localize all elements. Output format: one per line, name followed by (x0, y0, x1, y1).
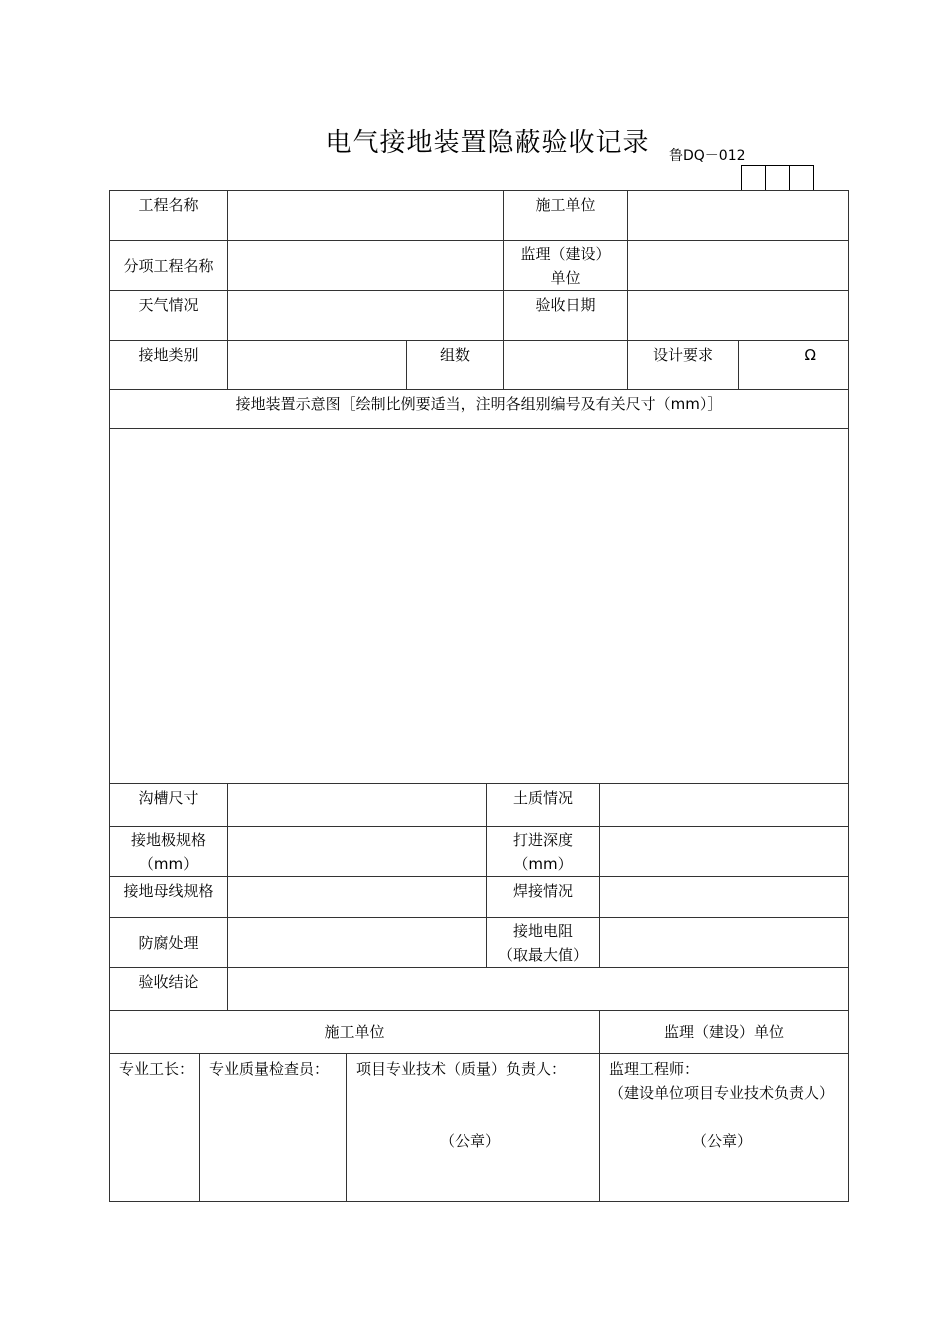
form-title: 电气接地装置隐蔽验收记录 (325, 128, 650, 158)
label-anticorrosion-text: 防腐处理 (138, 933, 199, 952)
label-resistance-l1: 接地电阻 (512, 922, 573, 940)
field-anticorrosion[interactable] (227, 917, 487, 968)
label-anticorrosion (109, 917, 228, 968)
field-resistance[interactable] (599, 917, 849, 968)
field-electrode-spec[interactable] (227, 826, 487, 877)
number-box-3[interactable] (789, 165, 814, 191)
label-welding: 焊接情况 (486, 876, 600, 918)
sig-construction-header (109, 1010, 600, 1054)
label-supervision-unit-l2: 单位 (550, 269, 581, 287)
label-drive-depth-l2: （mm） (513, 855, 573, 873)
label-conclusion: 验收结论 (109, 967, 228, 1011)
label-project-name: 工程名称 (109, 190, 228, 241)
label-design-requirement: 设计要求 (627, 340, 739, 390)
label-electrode-spec-l2: （mm） (138, 855, 199, 873)
field-design-requirement[interactable] (738, 340, 849, 390)
number-box-1[interactable] (741, 165, 766, 191)
field-trench-size[interactable] (227, 783, 487, 827)
number-box-2[interactable] (765, 165, 790, 191)
form-code: 鲁DQ－012 (669, 148, 746, 164)
ohm-unit: Ω (804, 346, 816, 364)
field-supervision-unit[interactable] (627, 240, 849, 291)
label-weather: 天气情况 (109, 290, 228, 341)
sig-foreman[interactable]: 专业工长： (109, 1053, 200, 1202)
label-construction-unit: 施工单位 (503, 190, 628, 241)
sig-supervising-engineer-label: 监理工程师： (609, 1060, 700, 1078)
seal-right: （公章） (692, 1132, 753, 1150)
label-supervision-unit (503, 240, 628, 291)
field-grounding-type[interactable] (227, 340, 407, 390)
label-drive-depth (486, 826, 600, 877)
sig-supervision-header-text: 监理（建设）单位 (663, 1023, 784, 1041)
label-group-count: 组数 (406, 340, 504, 390)
sig-quality-inspector[interactable]: 专业质量检查员： (199, 1053, 347, 1202)
label-electrode-spec (109, 826, 228, 877)
label-resistance (486, 917, 600, 968)
label-trench-size: 沟槽尺寸 (109, 783, 228, 827)
label-grounding-type: 接地类别 (109, 340, 228, 390)
label-resistance-l2: （取最大值） (497, 946, 588, 964)
seal-left: （公章） (440, 1132, 501, 1150)
label-soil-condition: 土质情况 (486, 783, 600, 827)
field-welding[interactable] (599, 876, 849, 918)
label-sub-project-text: 分项工程名称 (123, 256, 214, 275)
sig-owner-tech-lead-label: （建设单位项目专业技术负责人） (609, 1084, 835, 1102)
label-sub-project (109, 240, 228, 291)
diagram-area[interactable] (109, 428, 849, 784)
sig-supervising-engineer[interactable] (599, 1053, 849, 1202)
sig-supervision-header (599, 1010, 849, 1054)
diagram-header: 接地装置示意图［绘制比例要适当，注明各组别编号及有关尺寸（mm）］ (109, 389, 849, 429)
label-busbar-spec: 接地母线规格 (109, 876, 228, 918)
label-drive-depth-l1: 打进深度 (512, 831, 573, 849)
label-supervision-unit-l1: 监理（建设） (520, 245, 611, 263)
field-sub-project[interactable] (227, 240, 504, 291)
field-drive-depth[interactable] (599, 826, 849, 877)
field-soil-condition[interactable] (599, 783, 849, 827)
field-acceptance-date[interactable] (627, 290, 849, 341)
sig-project-tech-lead[interactable]: 项目专业技术（质量）负责人： (346, 1053, 600, 1202)
field-project-name[interactable] (227, 190, 504, 241)
label-acceptance-date: 验收日期 (503, 290, 628, 341)
field-busbar-spec[interactable] (227, 876, 487, 918)
field-group-count[interactable] (503, 340, 628, 390)
sig-construction-header-text: 施工单位 (324, 1023, 385, 1041)
field-weather[interactable] (227, 290, 504, 341)
field-construction-unit[interactable] (627, 190, 849, 241)
field-conclusion[interactable] (227, 967, 849, 1011)
label-electrode-spec-l1: 接地极规格 (130, 831, 206, 849)
